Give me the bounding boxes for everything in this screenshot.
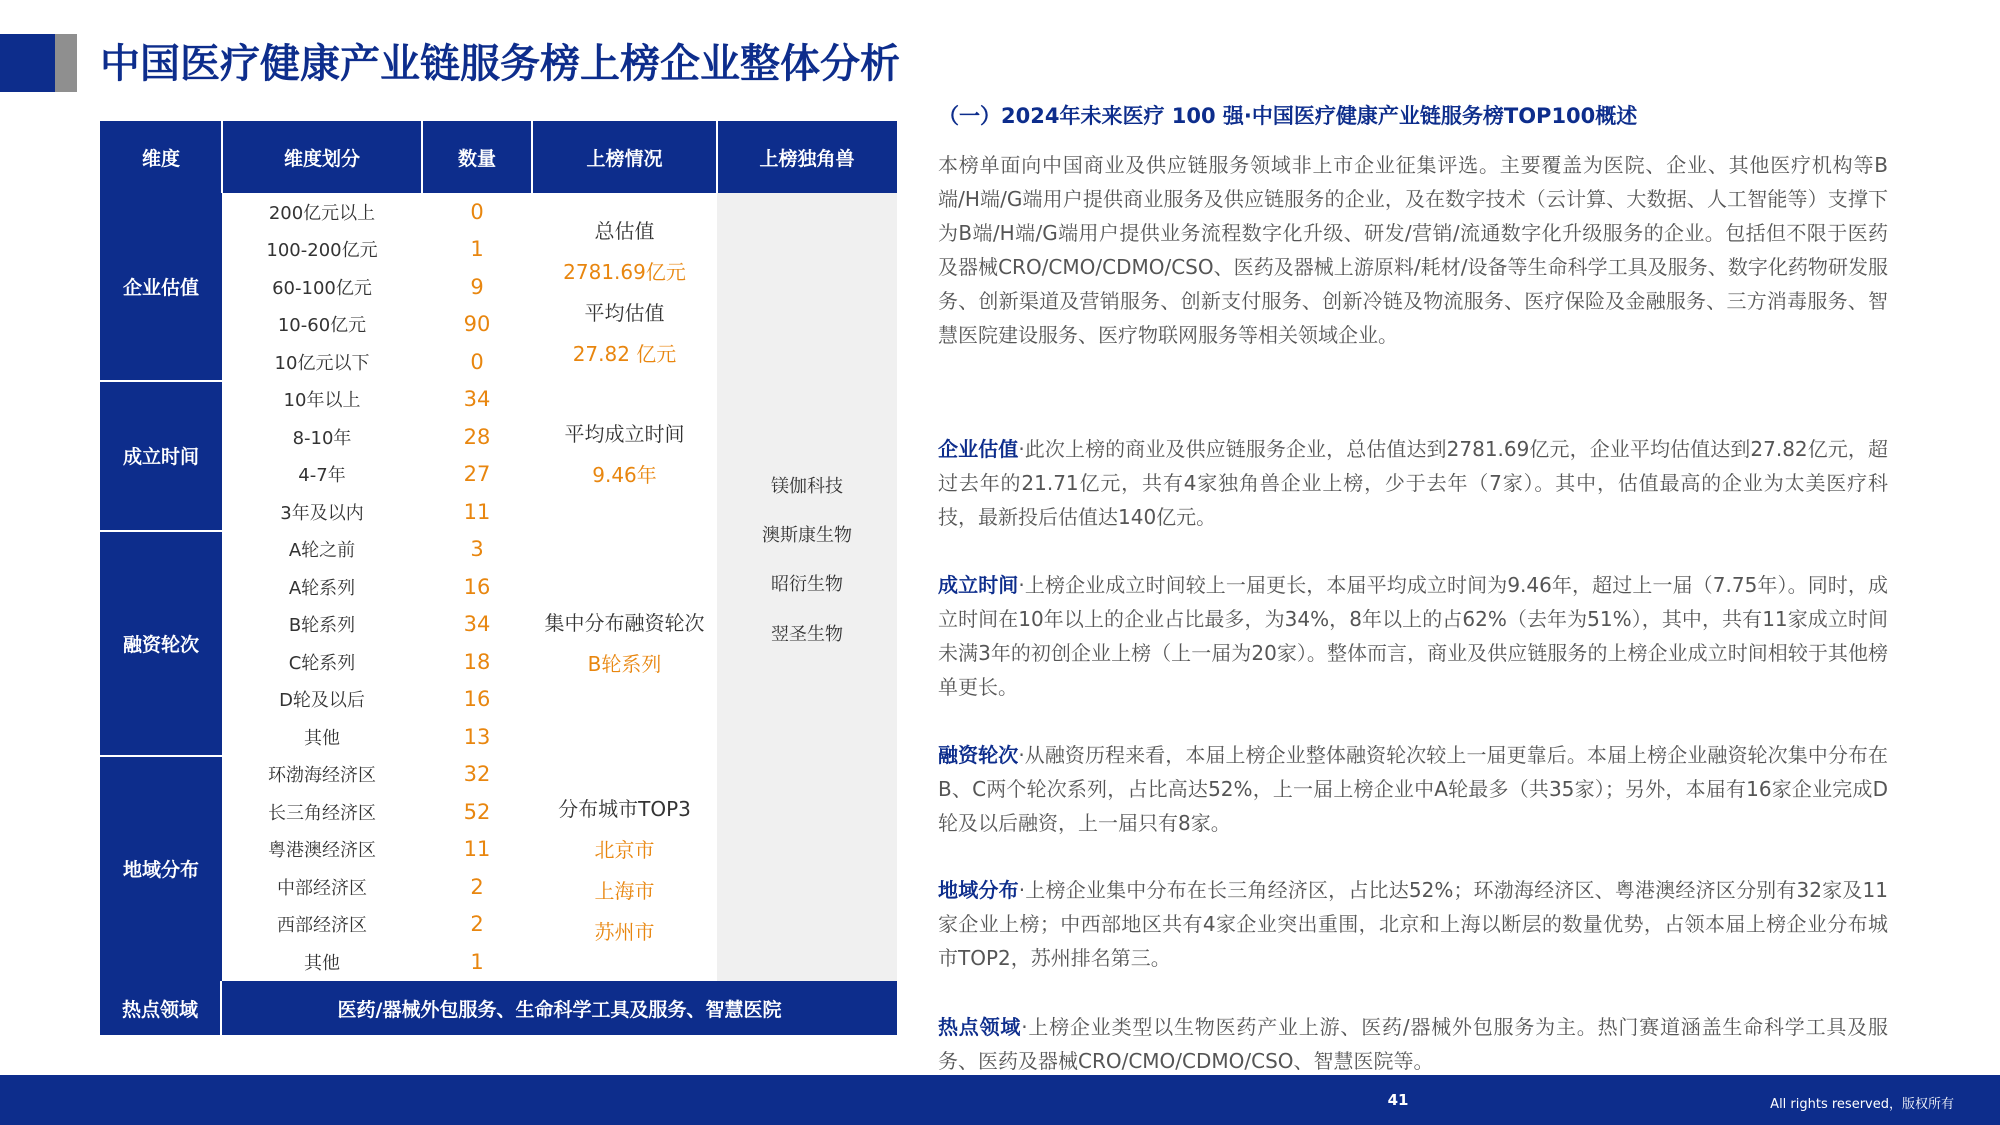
paragraph-text: ·上榜企业类型以生物医药产业上游、医药/器械外包服务为主。热门赛道涵盖生命科学工具及服务、医药及器械CRO/CMO/CDMO/CSO、智慧医院等。	[938, 1015, 1888, 1073]
summary-table	[100, 121, 897, 1035]
unicorn-item: 翌圣生物	[771, 624, 843, 645]
paragraph-keyword: 地域分布	[938, 878, 1019, 902]
row-count: 2	[470, 874, 484, 899]
summary-label: 平均成立时间	[564, 422, 685, 446]
dimension-valuation: 企业估值	[100, 193, 222, 381]
row-label: 200亿元以上	[268, 202, 376, 224]
paragraph-valuation	[938, 432, 1888, 534]
hot-fields-label: 热点领域	[100, 981, 222, 1035]
summary-value: B轮系列	[587, 652, 662, 676]
row-label: 长三角经济区	[268, 802, 376, 824]
title-accent-bar-grey	[55, 34, 77, 92]
row-label: 中部经济区	[277, 877, 367, 899]
header-count: 数量	[422, 121, 532, 193]
summary-value: 2781.69亿元	[563, 260, 686, 284]
row-label: 10亿元以下	[274, 352, 370, 374]
paragraph-keyword: 融资轮次	[938, 743, 1019, 767]
header-divider	[421, 121, 423, 193]
page-title: 中国医疗健康产业链服务榜上榜企业整体分析	[100, 41, 900, 87]
paragraph-keyword: 热点领域	[938, 1015, 1022, 1039]
row-label: D轮及以后	[279, 690, 365, 712]
header-status: 上榜情况	[532, 121, 717, 193]
row-label: 10-60亿元	[277, 315, 367, 337]
unicorn-item: 澳斯康生物	[762, 525, 852, 546]
summary-label: 总估值	[594, 219, 655, 243]
intro-paragraph: 本榜单面向中国商业及供应链服务领域非上市企业征集评选。主要覆盖为医院、企业、其他医疗机构等B端/H端/G端用户提供商业服务及供应链服务的企业，及在数字技术（云计算、大数据、人工智能等）支撑下为B端/H端/G端用户提供业务流程数字化升级、研发/营销/流通数字化升级服务的企业。包括但不限于医药及器械CRO/CMO/CDMO/CSO、医药及器械上游原料/耗材/设备等生命科学工具及服务、数字化药物研发服务、创新渠道及营销服务、创新支付服务、创新冷链及物流服务、医疗保险及金融服务、三方消毒服务、智慧医院建设服务、医疗物联网服务等相关领域企业。	[938, 153, 1888, 347]
row-count: 90	[463, 312, 491, 337]
title-accent-bar	[0, 34, 55, 92]
row-count: 11	[463, 499, 491, 524]
row-label: 3年及以内	[280, 502, 364, 524]
row-count: 0	[470, 349, 484, 374]
row-count: 0	[470, 199, 484, 224]
row-label: 其他	[304, 727, 340, 749]
funding-summary	[532, 603, 717, 685]
row-count: 1	[470, 949, 484, 974]
header-divider	[716, 121, 718, 193]
footer-bar	[0, 1075, 2000, 1125]
row-count: 16	[463, 687, 491, 712]
valuation-summary	[532, 211, 717, 375]
row-count: 52	[463, 799, 491, 824]
row-count: 28	[463, 424, 491, 449]
copyright-notice: All rights reserved，版权所有	[1770, 1097, 1954, 1112]
row-label: A轮之前	[288, 540, 356, 562]
paragraph-keyword: 企业估值	[938, 437, 1019, 461]
row-count: 3	[470, 537, 484, 562]
header-divider	[531, 121, 533, 193]
paragraph-text: ·上榜企业成立时间较上一届更长，本届平均成立时间为9.46年，超过上一届（7.75年）。同时，成立时间在10年以上的企业占比最多，为34%，8年以上的占62%（去年为51%），其中，共有11家成立时间未满3年的初创企业上榜（上一届为20家）。整体而言，商业及供应链服务的上榜企业成立时间相较于其他榜单更长。	[938, 573, 1889, 699]
row-count: 13	[463, 724, 491, 749]
paragraph-hot-fields	[938, 1010, 1888, 1078]
unicorn-item: 昭衍生物	[771, 574, 843, 595]
header-dimension: 维度	[100, 121, 222, 193]
paragraph-region	[938, 873, 1888, 975]
section-title: （一）2024年未来医疗 100 强·中国医疗健康产业链服务榜TOP100概述	[938, 104, 1638, 128]
dimension-region: 地域分布	[100, 756, 222, 982]
row-label: 8-10年	[292, 427, 352, 449]
row-count: 1	[470, 237, 484, 262]
summary-value: 苏州市	[594, 920, 655, 944]
row-label: C轮系列	[288, 652, 356, 674]
row-label: A轮系列	[288, 577, 356, 599]
header-divider	[221, 121, 223, 193]
summary-value: 上海市	[594, 879, 655, 903]
paragraph-founding-time	[938, 568, 1888, 704]
row-label: 100-200亿元	[266, 240, 378, 262]
summary-label: 平均估值	[584, 301, 665, 325]
summary-value: 27.82 亿元	[572, 342, 677, 366]
row-label: 粤港澳经济区	[268, 840, 376, 862]
row-count: 34	[463, 612, 491, 637]
row-count: 11	[463, 837, 491, 862]
hot-fields-row	[100, 981, 897, 1035]
paragraph-text: ·此次上榜的商业及供应链服务企业，总估值达到2781.69亿元，企业平均估值达到27.82亿元，超过去年的21.71亿元，共有4家独角兽企业上榜，少于去年（7家）。其中，估值最高的企业为太美医疗科技，最新投后估值达140亿元。	[938, 437, 1888, 529]
dimension-divider	[100, 755, 222, 757]
header-unicorns: 上榜独角兽	[717, 121, 897, 193]
row-count: 16	[463, 574, 491, 599]
header-subdivision: 维度划分	[222, 121, 422, 193]
summary-label: 分布城市TOP3	[558, 797, 691, 821]
row-count: 34	[463, 387, 491, 412]
paragraph-funding-round	[938, 738, 1888, 840]
row-label: 西部经济区	[277, 915, 367, 937]
row-label: 环渤海经济区	[268, 765, 376, 787]
row-count: 2	[470, 912, 484, 937]
region-summary	[532, 789, 717, 953]
row-count: 9	[470, 274, 484, 299]
row-label: 10年以上	[283, 390, 361, 412]
dimension-funding-round: 融资轮次	[100, 531, 222, 756]
row-label: 60-100亿元	[272, 277, 372, 299]
dimension-founding-time: 成立时间	[100, 381, 222, 531]
row-label: 4-7年	[298, 465, 346, 487]
row-label: B轮系列	[288, 615, 356, 637]
founding-summary	[532, 414, 717, 496]
page-number: 41	[1387, 1091, 1409, 1109]
paragraph-text: ·上榜企业集中分布在长三角经济区，占比达52%；环渤海经济区、粤港澳经济区分别有32家及11家企业上榜；中西部地区共有4家企业突出重围，北京和上海以断层的数量优势，占领本届上榜企业分布城市TOP2，苏州排名第三。	[938, 878, 1889, 970]
dimension-divider	[100, 530, 222, 532]
row-count: 27	[463, 462, 491, 487]
paragraph-keyword: 成立时间	[938, 573, 1019, 597]
row-count: 18	[463, 649, 491, 674]
summary-value: 9.46年	[592, 463, 657, 487]
row-count: 32	[463, 762, 491, 787]
summary-label: 集中分布融资轮次	[544, 611, 705, 635]
hot-fields-content: 医药/器械外包服务、生命科学工具及服务、智慧医院	[337, 998, 782, 1021]
dimension-divider	[100, 380, 222, 382]
row-label: 其他	[304, 952, 340, 974]
unicorn-item: 镁伽科技	[771, 476, 843, 497]
paragraph-text: ·从融资历程来看，本届上榜企业整体融资轮次较上一届更靠后。本届上榜企业融资轮次集中分布在B、C两个轮次系列，占比高达52%，上一届上榜企业中A轮最多（共35家）；另外，本届有16家企业完成D轮及以后融资，上一届只有8家。	[938, 743, 1889, 835]
summary-value: 北京市	[594, 838, 655, 862]
